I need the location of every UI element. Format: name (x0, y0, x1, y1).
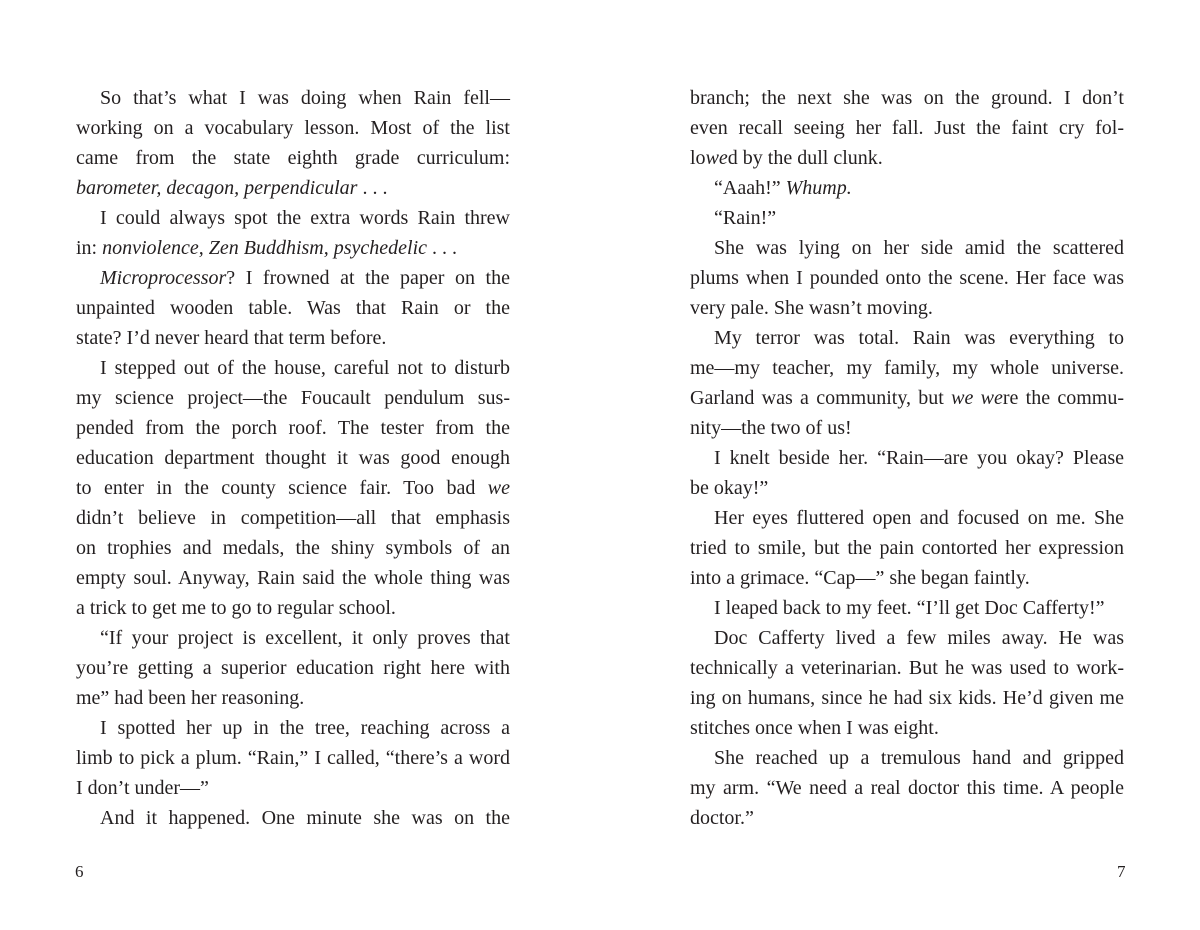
paragraph (690, 173, 1124, 203)
text-line: unpainted wooden table. Was that Rain or the (76, 297, 510, 319)
text-line: branch; the next she was on the ground. I don’t (690, 87, 1124, 109)
text-line: Doc Cafferty lived a few miles away. He was (714, 627, 1124, 649)
text-line: didn’t believe in competition—all that emphasis (76, 507, 510, 529)
text-line: Microprocessor? I frowned at the paper on the (100, 267, 510, 289)
text-line: even recall seeing her fall. Just the faint cry fol- (690, 117, 1124, 139)
text-line: She was lying on her side amid the scattered (714, 237, 1124, 259)
paragraph (76, 713, 510, 803)
text-line: empty soul. Anyway, Rain said the whole thing was (76, 567, 510, 589)
text-line: I don’t under—” (76, 777, 209, 799)
text-line: came from the state eighth grade curriculum: (76, 147, 510, 169)
text-line: a trick to get me to go to regular school. (76, 597, 396, 619)
text-line: my arm. “We need a real doctor this time. A people (690, 777, 1124, 799)
text-line: nity—the two of us! (690, 417, 852, 439)
text-line: pended from the porch roof. The tester from the (76, 417, 510, 439)
paragraph (690, 323, 1124, 443)
text-line: stitches once when I was eight. (690, 717, 939, 739)
text-line: “Rain!” (714, 207, 777, 229)
text-line: I knelt beside her. “Rain—are you okay? Please (714, 447, 1124, 469)
text-line: “Aaah!” Whump. (714, 177, 852, 199)
paragraph (76, 353, 510, 623)
text-line: So that’s what I was doing when Rain fell— (100, 87, 510, 109)
text-line: me” had been her reasoning. (76, 687, 305, 709)
text-line: I spotted her up in the tree, reaching across a (100, 717, 510, 739)
paragraph (76, 203, 510, 263)
text-line: Her eyes fluttered open and focused on me. She (714, 507, 1124, 529)
text-line: barometer, decagon, perpendicular . . . (76, 177, 388, 199)
text-line: me—my teacher, my family, my whole universe. (690, 357, 1124, 379)
paragraph (76, 263, 510, 353)
text-line: state? I’d never heard that term before. (76, 327, 387, 349)
page-number-right: 7 (1117, 862, 1126, 881)
text-line: doctor.” (690, 807, 754, 829)
text-line: lowed by the dull clunk. (690, 147, 883, 169)
text-line: I could always spot the extra words Rain threw (100, 207, 510, 229)
text-line: I stepped out of the house, careful not to disturb (100, 357, 510, 379)
text-line: you’re getting a superior education right here with (76, 657, 510, 679)
text-line: And it happened. One minute she was on the (100, 807, 510, 829)
paragraph (690, 593, 1124, 623)
text-line: very pale. She wasn’t moving. (690, 297, 933, 319)
paragraph (690, 443, 1124, 503)
paragraph (690, 623, 1124, 743)
paragraph (690, 83, 1124, 173)
paragraph (76, 803, 510, 833)
left-page (76, 83, 510, 833)
text-line: limb to pick a plum. “Rain,” I called, “there’s a word (76, 747, 510, 769)
text-line: be okay!” (690, 477, 769, 499)
paragraph (690, 203, 1124, 233)
text-line: to enter in the county science fair. Too bad we (76, 477, 510, 499)
text-line: my science project—the Foucault pendulum sus- (76, 387, 510, 409)
text-line: in: nonviolence, Zen Buddhism, psychedelic . . . (76, 237, 458, 259)
text-line: technically a veterinarian. But he was used to work- (690, 657, 1124, 679)
text-line: ing on humans, since he had six kids. He’d given me (690, 687, 1124, 709)
text-line: I leaped back to my feet. “I’ll get Doc Cafferty!” (714, 597, 1105, 619)
paragraph (76, 623, 510, 713)
text-line: tried to smile, but the pain contorted her expression (690, 537, 1124, 559)
paragraph (76, 83, 510, 203)
text-line: She reached up a tremulous hand and gripped (714, 747, 1124, 769)
paragraph (690, 233, 1124, 323)
page-number-left: 6 (75, 862, 84, 881)
text-line: My terror was total. Rain was everything to (714, 327, 1124, 349)
text-line: working on a vocabulary lesson. Most of the list (76, 117, 510, 139)
paragraph (690, 743, 1124, 833)
text-line: “If your project is excellent, it only proves that (100, 627, 510, 649)
text-line: Garland was a community, but we were the commu- (690, 387, 1125, 409)
text-line: into a grimace. “Cap—” she began faintly. (690, 567, 1030, 589)
text-line: on trophies and medals, the shiny symbols of an (76, 537, 510, 559)
paragraph (690, 503, 1124, 593)
text-line: education department thought it was good enough (76, 447, 510, 469)
right-page (690, 83, 1124, 833)
text-line: plums when I pounded onto the scene. Her face was (690, 267, 1124, 289)
